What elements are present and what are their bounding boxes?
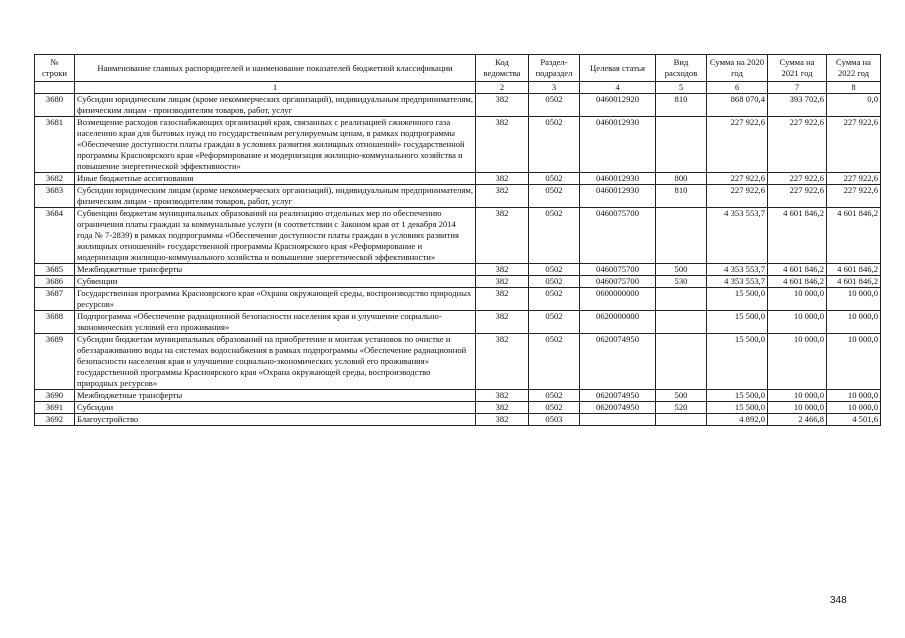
row-name: Межбюджетные трансферты [75, 390, 476, 402]
table-body [35, 94, 881, 426]
sum-2021: 4 601 846,2 [768, 208, 827, 264]
dept-code: 382 [476, 117, 529, 173]
sum-2021: 10 000,0 [768, 311, 827, 334]
row-number: 3691 [35, 402, 75, 414]
sum-2022: 10 000,0 [827, 288, 881, 311]
target-article: 0620000000 [580, 311, 656, 334]
sum-2021: 227 922,6 [768, 173, 827, 185]
row-number: 3689 [35, 334, 75, 390]
section-code: 0502 [529, 173, 580, 185]
section-code: 0502 [529, 117, 580, 173]
sum-2022: 10 000,0 [827, 402, 881, 414]
table-row [35, 390, 881, 402]
section-code: 0502 [529, 288, 580, 311]
sum-2021: 10 000,0 [768, 288, 827, 311]
dept-code: 382 [476, 185, 529, 208]
expense-type: 530 [656, 276, 707, 288]
column-index: 3 [529, 82, 580, 94]
sum-2020: 227 922,6 [707, 117, 768, 173]
target-article: 0460075700 [580, 264, 656, 276]
sum-2020: 15 500,0 [707, 288, 768, 311]
section-code: 0503 [529, 414, 580, 426]
sum-2020: 227 922,6 [707, 185, 768, 208]
expense-type [656, 334, 707, 390]
sum-2022: 4 601 846,2 [827, 276, 881, 288]
row-number: 3680 [35, 94, 75, 117]
header-row-no: № строки [35, 55, 75, 82]
budget-table [34, 54, 881, 426]
section-code: 0502 [529, 402, 580, 414]
sum-2022: 10 000,0 [827, 311, 881, 334]
table-row [35, 414, 881, 426]
header-expense-type: Вид расходов [656, 55, 707, 82]
table-row [35, 94, 881, 117]
table-row [35, 208, 881, 264]
row-name: Субсидии юридическим лицам (кроме некоммерческих организаций), индивидуальным предпринимателям, физическим лицам - производителям товаров, работ, услуг [75, 94, 476, 117]
sum-2022: 4 601 846,2 [827, 208, 881, 264]
header-name: Наименование главных распорядителей и наименование показателей бюджетной классификации [75, 55, 476, 82]
sum-2021: 2 466,8 [768, 414, 827, 426]
target-article: 0460012920 [580, 94, 656, 117]
sum-2021: 4 601 846,2 [768, 264, 827, 276]
header-target-article: Целевая статья [580, 55, 656, 82]
dept-code: 382 [476, 173, 529, 185]
row-number: 3688 [35, 311, 75, 334]
section-code: 0502 [529, 185, 580, 208]
section-code: 0502 [529, 208, 580, 264]
column-index: 8 [827, 82, 881, 94]
dept-code: 382 [476, 264, 529, 276]
row-name: Подпрограмма «Обеспечение радиационной безопасности населения края и улучшение социально-экономических условий его проживания» [75, 311, 476, 334]
target-article: 0460075700 [580, 208, 656, 264]
sum-2020: 15 500,0 [707, 402, 768, 414]
page-number: 348 [830, 595, 847, 606]
expense-type: 500 [656, 264, 707, 276]
sum-2020: 15 500,0 [707, 311, 768, 334]
section-code: 0502 [529, 276, 580, 288]
sum-2022: 10 000,0 [827, 334, 881, 390]
row-name: Благоустройство [75, 414, 476, 426]
row-name: Иные бюджетные ассигнования [75, 173, 476, 185]
row-name: Субвенции [75, 276, 476, 288]
header-row [35, 55, 881, 82]
table-row [35, 402, 881, 414]
row-number: 3682 [35, 173, 75, 185]
table-row [35, 276, 881, 288]
sum-2021: 4 601 846,2 [768, 276, 827, 288]
row-number: 3690 [35, 390, 75, 402]
column-index-blank [35, 82, 75, 94]
sum-2020: 15 500,0 [707, 390, 768, 402]
sum-2020: 227 922,6 [707, 173, 768, 185]
row-name: Государственная программа Красноярского края «Охрана окружающей среды, воспроизводство природных ресурсов» [75, 288, 476, 311]
dept-code: 382 [476, 311, 529, 334]
target-article: 0600000000 [580, 288, 656, 311]
section-code: 0502 [529, 334, 580, 390]
expense-type: 520 [656, 402, 707, 414]
row-name: Межбюджетные трансферты [75, 264, 476, 276]
section-code: 0502 [529, 390, 580, 402]
sum-2022: 10 000,0 [827, 390, 881, 402]
column-index: 1 [75, 82, 476, 94]
target-article: 0620074950 [580, 390, 656, 402]
sum-2020: 4 892,0 [707, 414, 768, 426]
section-code: 0502 [529, 264, 580, 276]
table-row [35, 117, 881, 173]
expense-type: 810 [656, 185, 707, 208]
sum-2021: 227 922,6 [768, 117, 827, 173]
sum-2021: 10 000,0 [768, 390, 827, 402]
target-article [580, 414, 656, 426]
dept-code: 382 [476, 208, 529, 264]
table-row [35, 173, 881, 185]
column-index-row [35, 82, 881, 94]
header-dept-code: Код ведомства [476, 55, 529, 82]
expense-type: 500 [656, 390, 707, 402]
column-index: 5 [656, 82, 707, 94]
section-code: 0502 [529, 311, 580, 334]
sum-2021: 10 000,0 [768, 402, 827, 414]
row-name: Субсидии юридическим лицам (кроме некоммерческих организаций), индивидуальным предпринимателям, физическим лицам - производителям товаров, работ, услуг [75, 185, 476, 208]
sum-2022: 227 922,6 [827, 117, 881, 173]
header-section: Раздел-подраздел [529, 55, 580, 82]
expense-type [656, 414, 707, 426]
target-article: 0460012930 [580, 173, 656, 185]
sum-2021: 10 000,0 [768, 334, 827, 390]
row-name: Субсидии [75, 402, 476, 414]
header-sum-2021: Сумма на 2021 год [768, 55, 827, 82]
dept-code: 382 [476, 288, 529, 311]
row-number: 3686 [35, 276, 75, 288]
row-number: 3681 [35, 117, 75, 173]
dept-code: 382 [476, 390, 529, 402]
target-article: 0620074950 [580, 334, 656, 390]
target-article: 0620074950 [580, 402, 656, 414]
row-number: 3683 [35, 185, 75, 208]
sum-2022: 227 922,6 [827, 173, 881, 185]
sum-2022: 0,0 [827, 94, 881, 117]
row-number: 3685 [35, 264, 75, 276]
dept-code: 382 [476, 334, 529, 390]
sum-2021: 227 922,6 [768, 185, 827, 208]
expense-type [656, 311, 707, 334]
dept-code: 382 [476, 276, 529, 288]
sum-2020: 4 353 553,7 [707, 208, 768, 264]
target-article: 0460012930 [580, 117, 656, 173]
column-index: 6 [707, 82, 768, 94]
sum-2020: 4 353 553,7 [707, 276, 768, 288]
expense-type [656, 208, 707, 264]
table-row [35, 288, 881, 311]
row-name: Субвенции бюджетам муниципальных образований на реализацию отдельных мер по обеспечению ограничения платы граждан за коммунальные услуги (в соответствии с Законом края от 1 декабря 2014 года № 7-2839) в рамках подпрограммы «Обеспечение доступности платы граждан в условиях развития жилищных отношений» государственной программы Красноярского края «Реформирование и модернизация жилищно-коммунального хозяйства и повышение энергетической эффективности» [75, 208, 476, 264]
table-row [35, 264, 881, 276]
header-sum-2022: Сумма на 2022 год [827, 55, 881, 82]
row-name: Возмещение расходов газоснабжающих организаций края, связанных с реализацией сжиженного газа населению края для бытовых нужд по государственным регулируемым ценам, в рамках подпрограммы «Обеспечение доступности платы граждан в условиях развития жилищных отношений» государственной программы Красноярского края «Реформирование и модернизация жилищно-коммунального хозяйства и повышение энергетической эффективности» [75, 117, 476, 173]
target-article: 0460075700 [580, 276, 656, 288]
header-sum-2020: Сумма на 2020 год [707, 55, 768, 82]
sum-2020: 868 070,4 [707, 94, 768, 117]
sum-2022: 4 501,6 [827, 414, 881, 426]
row-number: 3687 [35, 288, 75, 311]
table-row [35, 334, 881, 390]
row-number: 3692 [35, 414, 75, 426]
expense-type [656, 117, 707, 173]
dept-code: 382 [476, 94, 529, 117]
table-row [35, 185, 881, 208]
target-article: 0460012930 [580, 185, 656, 208]
expense-type: 800 [656, 173, 707, 185]
sum-2021: 393 702,6 [768, 94, 827, 117]
dept-code: 382 [476, 414, 529, 426]
sum-2020: 4 353 553,7 [707, 264, 768, 276]
dept-code: 382 [476, 402, 529, 414]
row-name: Субсидии бюджетам муниципальных образований на приобретение и монтаж установок по очистке и обеззараживанию воды на системах водоснабжения в рамках подпрограммы «Обеспечение радиационной безопасности населения края и улучшение социально-экономических условий его проживания» государственной программы Красноярского края «Охрана окружающей среды, воспроизводство природных ресурсов» [75, 334, 476, 390]
column-index: 4 [580, 82, 656, 94]
column-index: 2 [476, 82, 529, 94]
expense-type: 810 [656, 94, 707, 117]
sum-2022: 227 922,6 [827, 185, 881, 208]
table-row [35, 311, 881, 334]
row-number: 3684 [35, 208, 75, 264]
expense-type [656, 288, 707, 311]
sum-2022: 4 601 846,2 [827, 264, 881, 276]
sum-2020: 15 500,0 [707, 334, 768, 390]
column-index: 7 [768, 82, 827, 94]
section-code: 0502 [529, 94, 580, 117]
